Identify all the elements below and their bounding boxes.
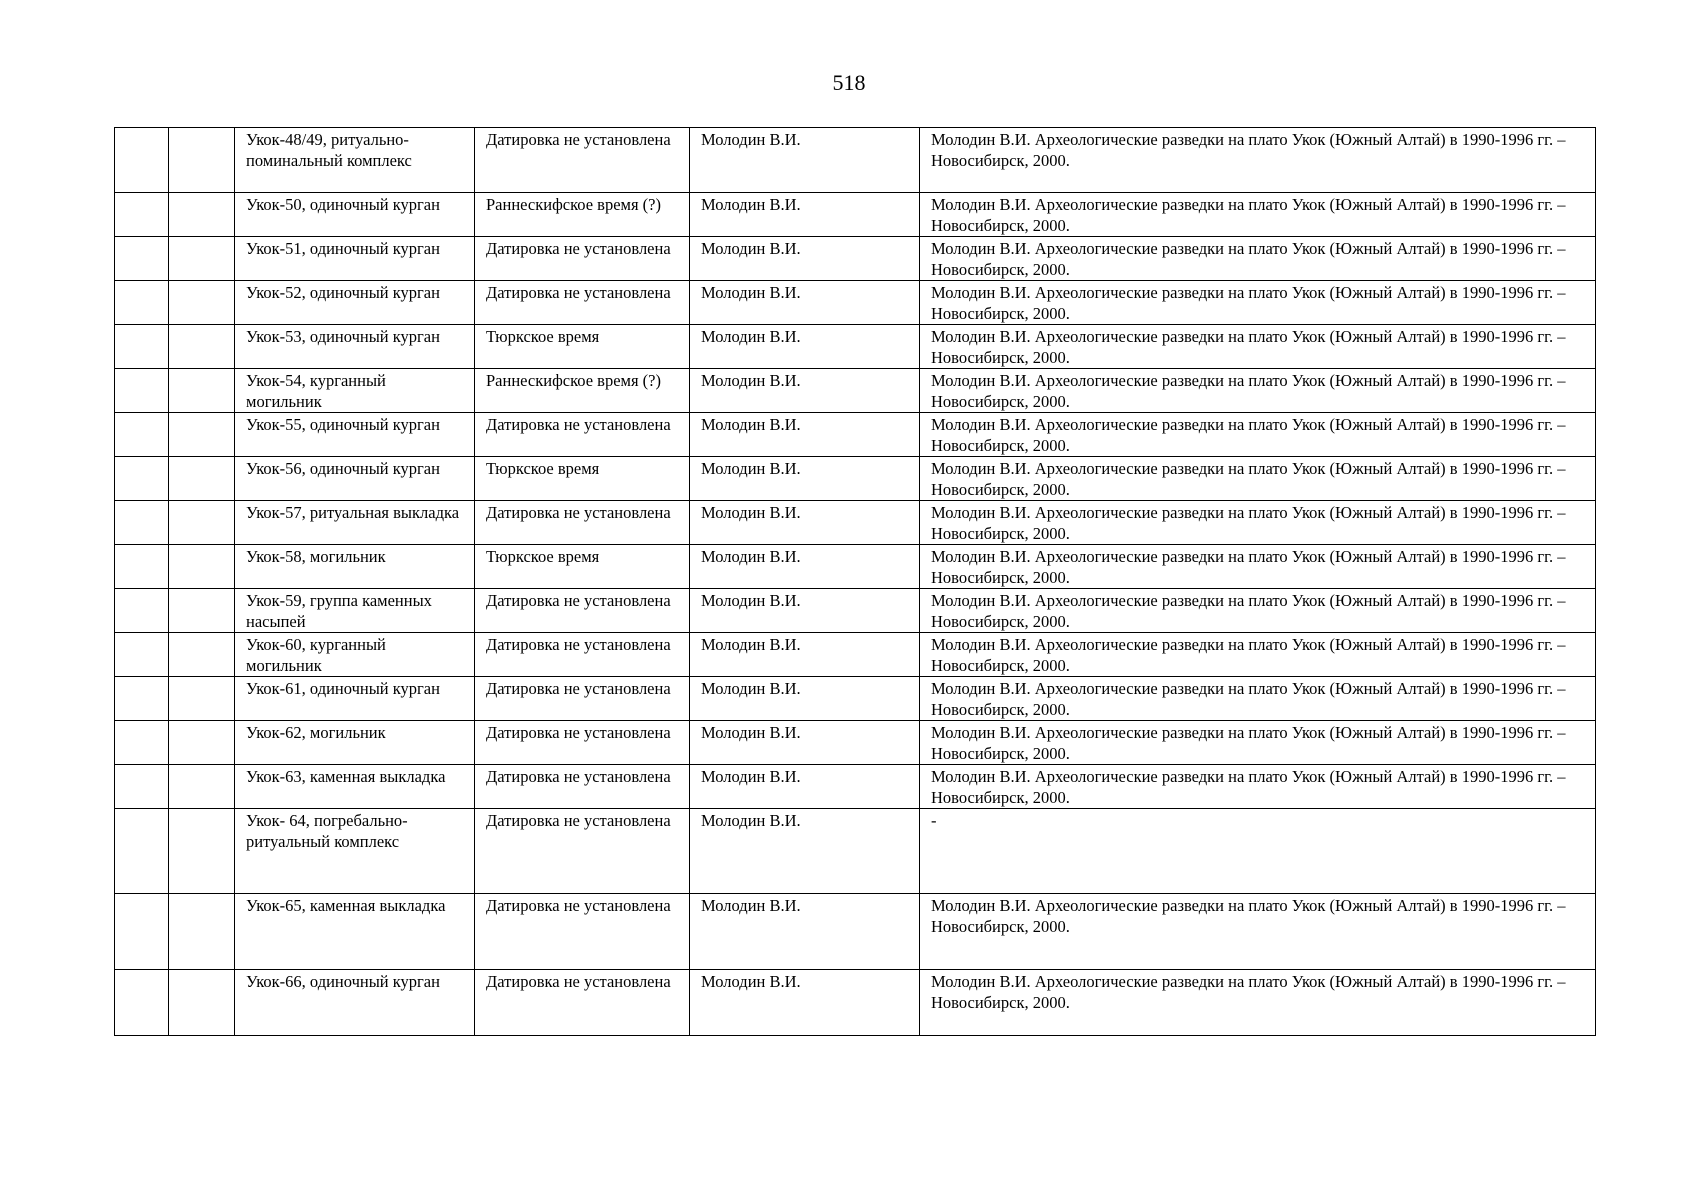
table-row (115, 281, 1596, 325)
code-cell (169, 281, 235, 325)
dating-cell: Датировка не установлена (475, 589, 690, 633)
monument-name-cell: Укок-60, курганный могильник (235, 633, 475, 677)
researcher-cell: Молодин В.И. (690, 501, 920, 545)
index-cell (115, 765, 169, 809)
code-cell (169, 633, 235, 677)
code-cell (169, 721, 235, 765)
researcher-cell: Молодин В.И. (690, 413, 920, 457)
code-cell (169, 193, 235, 237)
table-row (115, 193, 1596, 237)
table-row (115, 677, 1596, 721)
monuments-table (114, 127, 1596, 1036)
researcher-cell: Молодин В.И. (690, 545, 920, 589)
researcher-cell: Молодин В.И. (690, 894, 920, 970)
code-cell (169, 128, 235, 193)
monument-name-cell: Укок-63, каменная выкладка (235, 765, 475, 809)
source-cell: Молодин В.И. Археологические разведки на плато Укок (Южный Алтай) в 1990-1996 гг. – Новосибирск, 2000. (920, 677, 1596, 721)
table-row (115, 809, 1596, 894)
index-cell (115, 413, 169, 457)
monument-name-cell: Укок-56, одиночный курган (235, 457, 475, 501)
monument-name-cell: Укок-50, одиночный курган (235, 193, 475, 237)
code-cell (169, 765, 235, 809)
index-cell (115, 457, 169, 501)
dating-cell: Датировка не установлена (475, 894, 690, 970)
table-row (115, 501, 1596, 545)
source-cell: Молодин В.И. Археологические разведки на плато Укок (Южный Алтай) в 1990-1996 гг. – Новосибирск, 2000. (920, 589, 1596, 633)
source-cell: Молодин В.И. Археологические разведки на плато Укок (Южный Алтай) в 1990-1996 гг. – Новосибирск, 2000. (920, 721, 1596, 765)
dating-cell: Тюркское время (475, 325, 690, 369)
source-cell: Молодин В.И. Археологические разведки на плато Укок (Южный Алтай) в 1990-1996 гг. – Новосибирск, 2000. (920, 457, 1596, 501)
researcher-cell: Молодин В.И. (690, 325, 920, 369)
researcher-cell: Молодин В.И. (690, 809, 920, 894)
dating-cell: Датировка не установлена (475, 765, 690, 809)
dating-cell: Датировка не установлена (475, 633, 690, 677)
table-body (115, 128, 1596, 1036)
dating-cell: Датировка не установлена (475, 721, 690, 765)
source-cell: Молодин В.И. Археологические разведки на плато Укок (Южный Алтай) в 1990-1996 гг. – Новосибирск, 2000. (920, 237, 1596, 281)
source-cell: Молодин В.И. Археологические разведки на плато Укок (Южный Алтай) в 1990-1996 гг. – Новосибирск, 2000. (920, 281, 1596, 325)
index-cell (115, 369, 169, 413)
researcher-cell: Молодин В.И. (690, 457, 920, 501)
index-cell (115, 633, 169, 677)
source-cell: Молодин В.И. Археологические разведки на плато Укок (Южный Алтай) в 1990-1996 гг. – Новосибирск, 2000. (920, 765, 1596, 809)
index-cell (115, 193, 169, 237)
table-row (115, 325, 1596, 369)
index-cell (115, 894, 169, 970)
table-row (115, 457, 1596, 501)
monument-name-cell: Укок-52, одиночный курган (235, 281, 475, 325)
monument-name-cell: Укок-58, могильник (235, 545, 475, 589)
monument-name-cell: Укок-55, одиночный курган (235, 413, 475, 457)
researcher-cell: Молодин В.И. (690, 677, 920, 721)
index-cell (115, 677, 169, 721)
researcher-cell: Молодин В.И. (690, 128, 920, 193)
source-cell: Молодин В.И. Археологические разведки на плато Укок (Южный Алтай) в 1990-1996 гг. – Новосибирск, 2000. (920, 128, 1596, 193)
code-cell (169, 237, 235, 281)
table-row (115, 765, 1596, 809)
source-cell: Молодин В.И. Археологические разведки на плато Укок (Южный Алтай) в 1990-1996 гг. – Новосибирск, 2000. (920, 413, 1596, 457)
table-row (115, 894, 1596, 970)
researcher-cell: Молодин В.И. (690, 589, 920, 633)
monument-name-cell: Укок-62, могильник (235, 721, 475, 765)
table-row (115, 633, 1596, 677)
code-cell (169, 970, 235, 1036)
dating-cell: Датировка не установлена (475, 281, 690, 325)
index-cell (115, 589, 169, 633)
table-row (115, 545, 1596, 589)
researcher-cell: Молодин В.И. (690, 237, 920, 281)
dating-cell: Датировка не установлена (475, 237, 690, 281)
index-cell (115, 970, 169, 1036)
researcher-cell: Молодин В.И. (690, 281, 920, 325)
code-cell (169, 545, 235, 589)
table-row (115, 237, 1596, 281)
index-cell (115, 237, 169, 281)
monument-name-cell: Укок-53, одиночный курган (235, 325, 475, 369)
researcher-cell: Молодин В.И. (690, 633, 920, 677)
source-cell: Молодин В.И. Археологические разведки на плато Укок (Южный Алтай) в 1990-1996 гг. – Новосибирск, 2000. (920, 369, 1596, 413)
code-cell (169, 457, 235, 501)
monument-name-cell: Укок-54, курганный могильник (235, 369, 475, 413)
table-row (115, 721, 1596, 765)
index-cell (115, 545, 169, 589)
code-cell (169, 413, 235, 457)
researcher-cell: Молодин В.И. (690, 765, 920, 809)
index-cell (115, 501, 169, 545)
dating-cell: Датировка не установлена (475, 809, 690, 894)
monument-name-cell: Укок- 64, погребально-ритуальный комплекс (235, 809, 475, 894)
table-row (115, 970, 1596, 1036)
source-cell: Молодин В.И. Археологические разведки на плато Укок (Южный Алтай) в 1990-1996 гг. – Новосибирск, 2000. (920, 894, 1596, 970)
index-cell (115, 809, 169, 894)
researcher-cell: Молодин В.И. (690, 970, 920, 1036)
monument-name-cell: Укок-48/49, ритуально-поминальный комплекс (235, 128, 475, 193)
table-row (115, 128, 1596, 193)
researcher-cell: Молодин В.И. (690, 369, 920, 413)
monument-name-cell: Укок-51, одиночный курган (235, 237, 475, 281)
source-cell: - (920, 809, 1596, 894)
code-cell (169, 809, 235, 894)
dating-cell: Датировка не установлена (475, 501, 690, 545)
monument-name-cell: Укок-61, одиночный курган (235, 677, 475, 721)
monument-name-cell: Укок-65, каменная выкладка (235, 894, 475, 970)
source-cell: Молодин В.И. Археологические разведки на плато Укок (Южный Алтай) в 1990-1996 гг. – Новосибирск, 2000. (920, 633, 1596, 677)
index-cell (115, 281, 169, 325)
monument-name-cell: Укок-66, одиночный курган (235, 970, 475, 1036)
source-cell: Молодин В.И. Археологические разведки на плато Укок (Южный Алтай) в 1990-1996 гг. – Новосибирск, 2000. (920, 970, 1596, 1036)
dating-cell: Тюркское время (475, 545, 690, 589)
code-cell (169, 501, 235, 545)
dating-cell: Раннескифское время (?) (475, 369, 690, 413)
researcher-cell: Молодин В.И. (690, 721, 920, 765)
dating-cell: Датировка не установлена (475, 413, 690, 457)
dating-cell: Раннескифское время (?) (475, 193, 690, 237)
dating-cell: Тюркское время (475, 457, 690, 501)
table-row (115, 369, 1596, 413)
source-cell: Молодин В.И. Археологические разведки на плато Укок (Южный Алтай) в 1990-1996 гг. – Новосибирск, 2000. (920, 325, 1596, 369)
index-cell (115, 721, 169, 765)
dating-cell: Датировка не установлена (475, 128, 690, 193)
researcher-cell: Молодин В.И. (690, 193, 920, 237)
page-number: 518 (832, 70, 866, 95)
dating-cell: Датировка не установлена (475, 970, 690, 1036)
monument-name-cell: Укок-57, ритуальная выкладка (235, 501, 475, 545)
table-row (115, 589, 1596, 633)
source-cell: Молодин В.И. Археологические разведки на плато Укок (Южный Алтай) в 1990-1996 гг. – Новосибирск, 2000. (920, 193, 1596, 237)
table-row (115, 413, 1596, 457)
code-cell (169, 894, 235, 970)
code-cell (169, 369, 235, 413)
code-cell (169, 677, 235, 721)
code-cell (169, 589, 235, 633)
code-cell (169, 325, 235, 369)
dating-cell: Датировка не установлена (475, 677, 690, 721)
index-cell (115, 325, 169, 369)
source-cell: Молодин В.И. Археологические разведки на плато Укок (Южный Алтай) в 1990-1996 гг. – Новосибирск, 2000. (920, 501, 1596, 545)
monument-name-cell: Укок-59, группа каменных насыпей (235, 589, 475, 633)
index-cell (115, 128, 169, 193)
source-cell: Молодин В.И. Археологические разведки на плато Укок (Южный Алтай) в 1990-1996 гг. – Новосибирск, 2000. (920, 545, 1596, 589)
